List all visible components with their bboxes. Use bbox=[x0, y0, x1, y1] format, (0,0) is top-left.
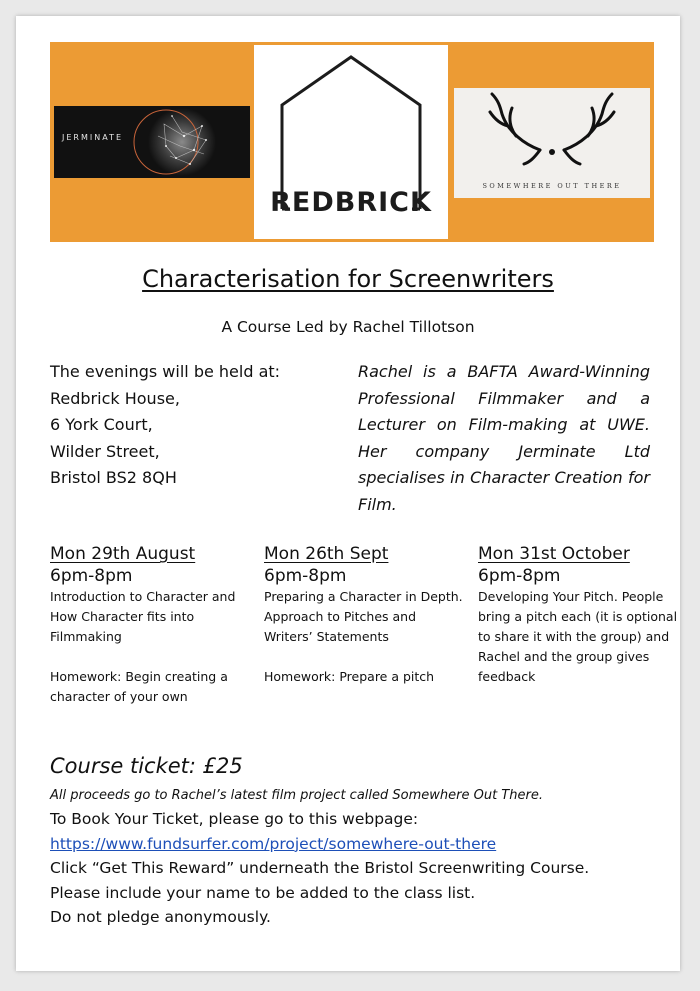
booking-link[interactable]: https://www.fundsurfer.com/project/somewhere-out-there bbox=[50, 834, 497, 853]
venue-line: 6 York Court, bbox=[50, 415, 153, 434]
session-description: Developing Your Pitch. People bring a pitch each (it is optional to share it with the group) and Rachel and the group gives feedback bbox=[478, 589, 678, 684]
session-2 bbox=[264, 544, 464, 687]
page-subtitle: A Course Led by Rachel Tillotson bbox=[221, 318, 475, 336]
booking-intro: To Book Your Ticket, please go to this webpage: bbox=[50, 810, 419, 828]
session-1 bbox=[50, 544, 250, 707]
session-date: Mon 29th August bbox=[50, 544, 196, 564]
venue-line: Redbrick House, bbox=[50, 388, 180, 408]
session-3 bbox=[478, 544, 678, 687]
proceeds-note: All proceeds go to Rachel’s latest film project called Somewhere Out There. bbox=[50, 788, 543, 803]
somewhere-out-there-logo bbox=[454, 88, 650, 198]
session-time: 6pm-8pm bbox=[264, 566, 347, 586]
page-title: Characterisation for Screenwriters bbox=[142, 265, 554, 293]
redbrick-logo-text: REDBRICK bbox=[270, 187, 432, 218]
venue-address bbox=[50, 359, 340, 492]
flyer-page bbox=[16, 16, 680, 971]
logo-banner bbox=[50, 42, 654, 242]
booking-instruction: Click “Get This Reward” underneath the Bristol Screenwriting Course. bbox=[50, 859, 590, 877]
session-time: 6pm-8pm bbox=[478, 566, 561, 586]
session-homework: Homework: Prepare a pitch bbox=[264, 669, 435, 684]
session-date: Mon 26th Sept bbox=[264, 544, 389, 564]
session-description: Introduction to Character and How Character fits into Filmmaking bbox=[50, 589, 236, 644]
jerminate-logo-text: JERMINATE bbox=[62, 133, 124, 142]
ticket-price: Course ticket: £25 bbox=[50, 754, 243, 778]
session-description: Preparing a Character in Depth. Approach to Pitches and Writers’ Statements bbox=[264, 589, 463, 644]
venue-line: Bristol BS2 8QH bbox=[50, 468, 177, 487]
venue-line: Wilder Street, bbox=[50, 441, 160, 461]
booking-instruction: Please include your name to be added to the class list. bbox=[50, 883, 476, 902]
session-time: 6pm-8pm bbox=[50, 566, 133, 586]
booking-instruction: Do not pledge anonymously. bbox=[50, 908, 271, 926]
booking-info bbox=[50, 807, 670, 930]
venue-heading: The evenings will be held at: bbox=[50, 362, 281, 381]
jerminate-orb-graphic bbox=[54, 106, 250, 178]
somewhere-logo-text: SOMEWHERE OUT THERE bbox=[482, 182, 622, 190]
session-homework: Homework: Begin creating a character of your own bbox=[50, 669, 228, 704]
jerminate-logo bbox=[54, 106, 250, 178]
instructor-bio: Rachel is a BAFTA Award-Winning Professional Filmmaker and a Lecturer on Film-making at UWE. Her company Jerminate Ltd specialises in Character Creation for Film. bbox=[358, 362, 650, 514]
redbrick-logo bbox=[254, 45, 448, 239]
session-date: Mon 31st October bbox=[478, 544, 630, 564]
